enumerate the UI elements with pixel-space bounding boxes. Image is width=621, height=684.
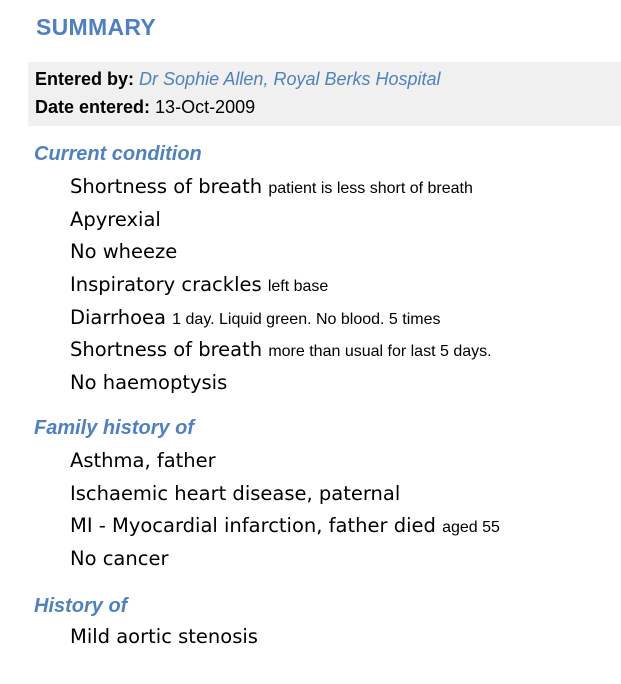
item-term: Inspiratory crackles — [70, 273, 262, 297]
history-of-title: History of — [34, 595, 128, 617]
history-of-list — [34, 621, 621, 654]
date-entered-line — [35, 96, 255, 118]
item-term: No wheeze — [70, 240, 178, 264]
entered-by-label: Entered by: — [35, 69, 135, 89]
item-term: Apyrexial — [70, 207, 161, 231]
item-term: No cancer — [70, 547, 169, 571]
family-history-title: Family history of — [34, 417, 195, 439]
item-term: Diarrhoea — [70, 305, 166, 329]
list-item — [70, 445, 621, 478]
date-entered-label: Date entered: — [35, 97, 151, 117]
item-term: Ischaemic heart disease, paternal — [70, 481, 401, 505]
list-item — [70, 204, 621, 237]
item-detail: patient is less short of breath — [268, 180, 473, 197]
item-detail: more than usual for last 5 days. — [268, 343, 492, 361]
item-term: MI - Myocardial infarction, father died — [70, 514, 436, 538]
list-item — [70, 302, 621, 335]
item-term: Shortness of breath — [70, 175, 263, 198]
list-item — [70, 621, 621, 654]
list-item — [70, 269, 621, 302]
current-condition-title: Current condition — [34, 143, 202, 165]
list-item — [70, 236, 621, 269]
list-item — [70, 334, 621, 367]
current-condition-section — [34, 142, 621, 400]
item-term: No haemoptysis — [70, 371, 228, 395]
list-item — [70, 510, 621, 543]
summary-heading: SUMMARY — [36, 14, 157, 40]
list-item — [70, 367, 621, 400]
list-item — [70, 543, 621, 576]
history-of-section — [34, 594, 621, 654]
item-detail: 1 day. Liquid green. No blood. 5 times — [172, 310, 441, 328]
item-term: Asthma, father — [70, 449, 216, 472]
current-condition-list — [34, 171, 621, 400]
item-detail: left base — [267, 278, 329, 296]
item-term: Mild aortic stenosis — [70, 625, 258, 648]
item-term: Shortness of breath — [70, 338, 263, 362]
entered-by-value: Dr Sophie Allen, Royal Berks Hospital — [139, 69, 441, 89]
list-item — [70, 171, 621, 204]
date-entered-value: 13-Oct-2009 — [155, 97, 256, 117]
family-history-list — [34, 445, 621, 576]
item-detail: aged 55 — [442, 519, 500, 537]
family-history-section — [34, 416, 621, 576]
entered-by-line — [35, 68, 441, 90]
list-item — [70, 478, 621, 511]
entry-metadata-box — [28, 62, 621, 126]
